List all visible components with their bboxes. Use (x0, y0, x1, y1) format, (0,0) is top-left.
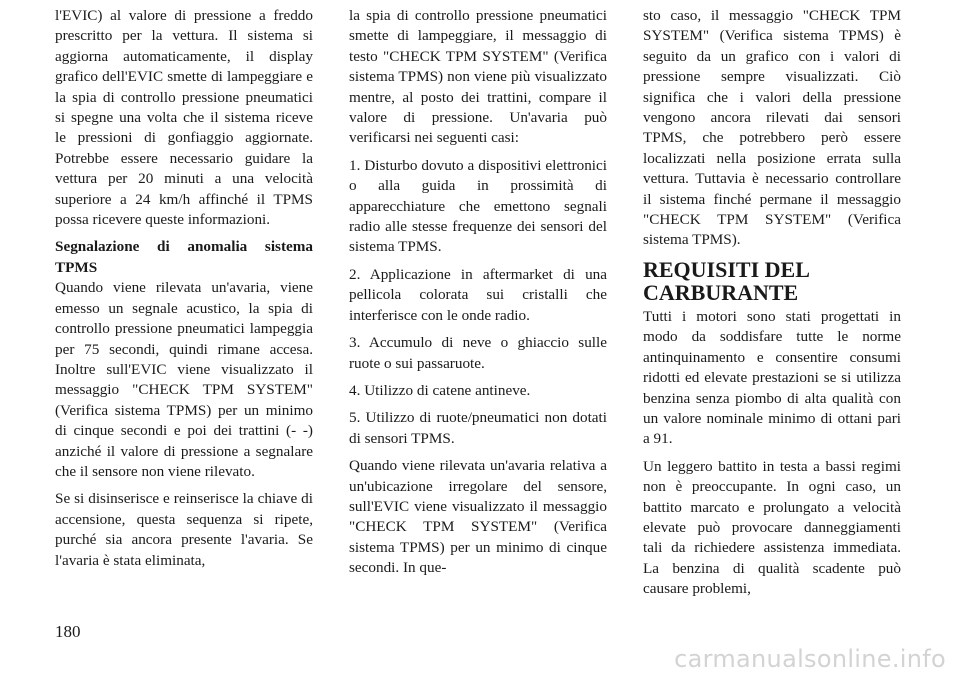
subheading-tpms-fault: Segnalazione di anomalia sistema TPMS (55, 238, 313, 276)
list-item: 3. Accumulo di neve o ghiaccio sulle ruote o sui passaruote. (349, 334, 607, 372)
paragraph: l'EVIC) al valore di pressione a freddo prescritto per la vettura. Il sistema si aggiorna automaticamente, il display grafico dell'EVIC smette di lampeggiare e la spia di controllo pressione pneumatici si spegne una volta che il sistema riceve le pressioni di gonfiaggio aggiornate. Potrebbe essere necessario guidare la vettura per 20 minuti a una velocità superiore a 24 km/h affinché il TPMS possa ricevere queste informazioni. (55, 7, 313, 229)
watermark: carmanualsonline.info (674, 645, 946, 673)
paragraph: Quando viene rilevata un'avaria relativa a un'ubicazione irregolare del sensore, sull'EVIC viene visualizzato il messaggio "CHECK TPM SYSTEM" (Verifica sistema TPMS) per un minimo di cinque secondi. In que- (349, 457, 607, 577)
text-column-middle (349, 6, 607, 586)
paragraph: Un leggero battito in testa a bassi regimi non è preoccupante. In ogni caso, un battito marcato e prolungato a velocità elevate può provocare danneggiamenti tali da richiedere assistenza immediata. La benzina di qualità scadente può causare problemi, (643, 457, 901, 598)
paragraph: sto caso, il messaggio "CHECK TPM SYSTEM" (Verifica sistema TPMS) è seguito da un grafico con i valori di pressione sempre visualizzati. Ciò significa che i valori della pressione vengono ancora rilevati dai sensori TPMS, che potrebbero però essere localizzati nella posizione errata sulla vettura. Tuttavia è necessario controllare il sistema finché permane il messaggio "CHECK TPM SYSTEM" (Verifica sistema TPMS). (643, 7, 901, 249)
list-item: 4. Utilizzo di catene antineve. (349, 381, 531, 399)
text-column-right (643, 6, 901, 607)
text-column-left (55, 6, 313, 578)
list-item: 5. Utilizzo di ruote/pneumatici non dotati di sensori TPMS. (349, 409, 607, 447)
paragraph: Quando viene rilevata un'avaria, viene emesso un segnale acustico, la spia di controllo pressione pneumatici lampeggia per 75 secondi, quindi rimane accesa. Inoltre sull'EVIC viene visualizzato il messaggio "CHECK TPM SYSTEM" (Verifica sistema TPMS) per un minimo di cinque secondi e poi dei trattini (- -) anziché il valore di pressione a segnalare che il sensore non viene rilevato. (55, 279, 313, 480)
list-item: 2. Applicazione in aftermarket di una pellicola colorata sui cristalli che interferisce con le onde radio. (349, 265, 607, 324)
page-number: 180 (55, 622, 81, 641)
paragraph: Se si disinserisce e reinserisce la chiave di accensione, questa sequenza si ripete, purché sia ancora presente l'avaria. Se l'avaria è stata eliminata, (55, 490, 313, 569)
section-title: REQUISITI DEL CARBURANTE (643, 256, 809, 305)
paragraph: la spia di controllo pressione pneumatici smette di lampeggiare, il messaggio di testo "CHECK TPM SYSTEM" (Verifica sistema TPMS) non viene più visualizzato mentre, al posto dei trattini, compare il valore di pressione. Un'avaria può verificarsi nei seguenti casi: (349, 7, 607, 147)
paragraph: Tutti i motori sono stati progettati in modo da soddisfare tutte le norme antinquinamento e consentire consumi ridotti ed elevate prestazioni se si utilizza benzina senza piombo di alta qualità con un valore nominale minimo di ottani pari a 91. (643, 307, 901, 448)
list-item: 1. Disturbo dovuto a dispositivi elettronici o alla guida in prossimità di apparecchiature che emettono segnali radio alle stesse frequenze dei sensori del sistema TPMS. (349, 156, 607, 256)
